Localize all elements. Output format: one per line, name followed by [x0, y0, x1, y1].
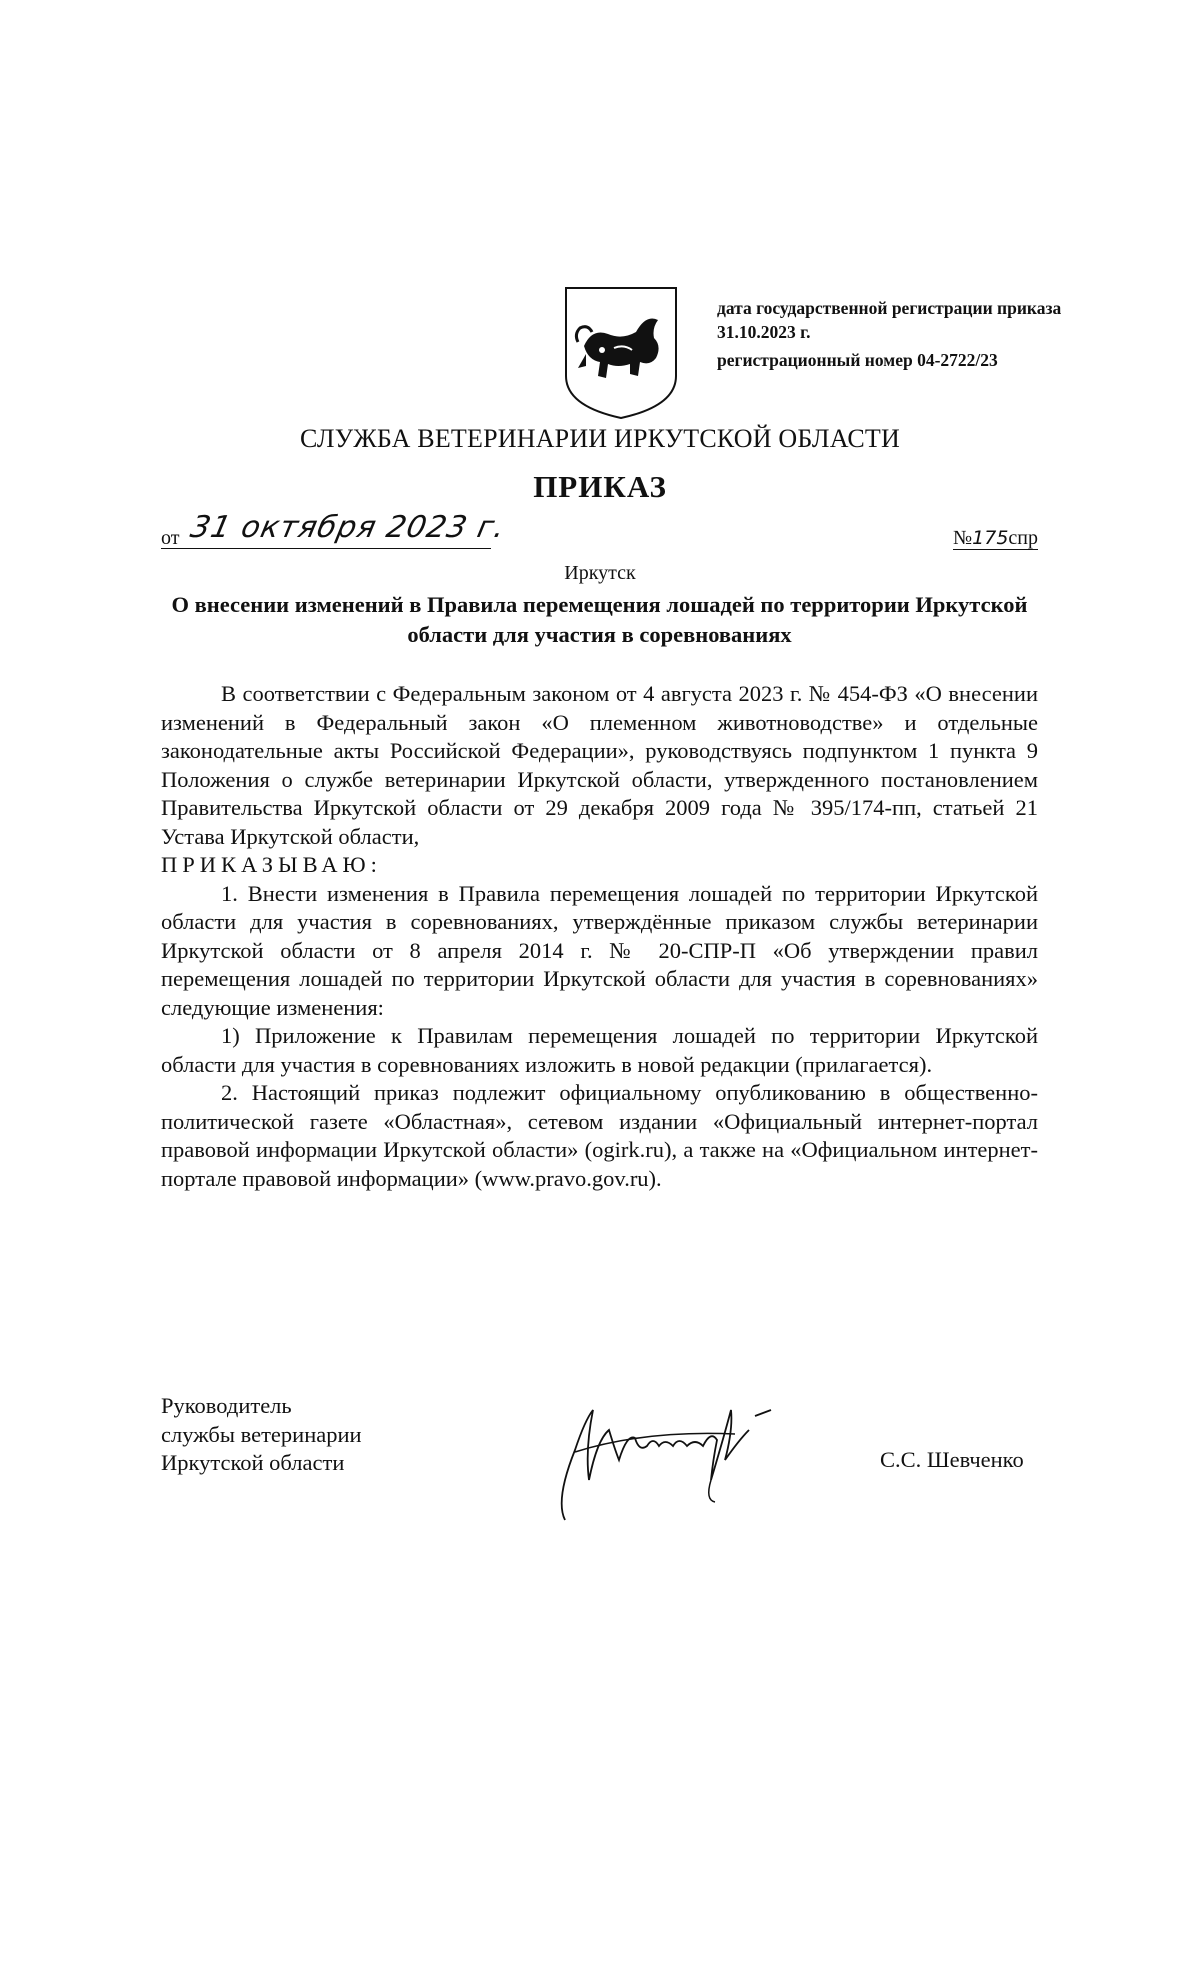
date-underline — [161, 548, 491, 549]
order-subject: О внесении изменений в Правила перемещения лошадей по территории Иркутской области для участия в соревнованиях — [171, 592, 1028, 647]
position-line-1: Руководитель — [161, 1393, 292, 1418]
registration-number-text: регистрационный номер 04-2722/23 — [717, 350, 998, 370]
position-line-3: Иркутской области — [161, 1450, 345, 1475]
coat-of-arms-emblem — [562, 284, 680, 422]
preamble-paragraph: В соответствии с Федеральным законом от 4 августа 2023 г. № 454-ФЗ «О внесении изменений в Федеральный закон «О племенном животноводстве» и отдельные законодательные акты Российской Федерации», руководствуясь подпунктом 1 пункта 9 Положения о службе ветеринарии Иркутской области, утвержденного постановлением Правительства Иркутской области от 29 декабря 2009 года № 395/174-пп, статьей 21 Устава Иркутской области, — [161, 681, 1038, 849]
registration-date-text: дата государственной регистрации приказа 31.10.2023 г. — [717, 298, 1062, 342]
signatory-name: С.С. Шевченко — [880, 1447, 1024, 1472]
position-line-2: службы ветеринарии — [161, 1421, 362, 1447]
item-2-paragraph: 2. Настоящий приказ подлежит официальному опубликованию в общественно-политической газете «Областная», сетевом издании «Официальный интернет-портал правовой информации Иркутской области» (ogirk.ru), а также на «Официальном интернет-портале правовой информации» (www.pravo.gov.ru). — [161, 1080, 1038, 1191]
order-body — [161, 680, 1038, 1193]
date-prefix: от — [161, 527, 180, 549]
number-suffix: спр — [1008, 527, 1038, 549]
item-1-1-paragraph: 1) Приложение к Правилам перемещения лошадей по территории Иркутской области для участия в соревнованиях изложить в новой редакции (прилагается). — [161, 1023, 1038, 1077]
order-number — [953, 527, 1038, 550]
organization-name: СЛУЖБА ВЕТЕРИНАРИИ ИРКУТСКОЙ ОБЛАСТИ — [300, 424, 900, 453]
handwritten-number: 175 — [972, 527, 1009, 549]
handwritten-signature — [535, 1390, 815, 1530]
city-name: Иркутск — [564, 562, 636, 584]
handwritten-date: 31 октября 2023 г. — [187, 510, 509, 545]
document-type-title: ПРИКАЗ — [533, 469, 667, 504]
order-word: ПРИКАЗЫВАЮ: — [161, 852, 382, 877]
signatory-position — [161, 1392, 362, 1478]
item-1-paragraph: 1. Внести изменения в Правила перемещения лошадей по территории Иркутской области для участия в соревнованиях, утверждённые приказом службы ветеринарии Иркутской области от 8 апреля 2014 г. № 20-СПР-П «Об утверждении правил перемещения лошадей по территории Иркутской области для участия в соревнованиях» следующие изменения: — [161, 880, 1038, 1020]
number-prefix: № — [953, 527, 973, 549]
